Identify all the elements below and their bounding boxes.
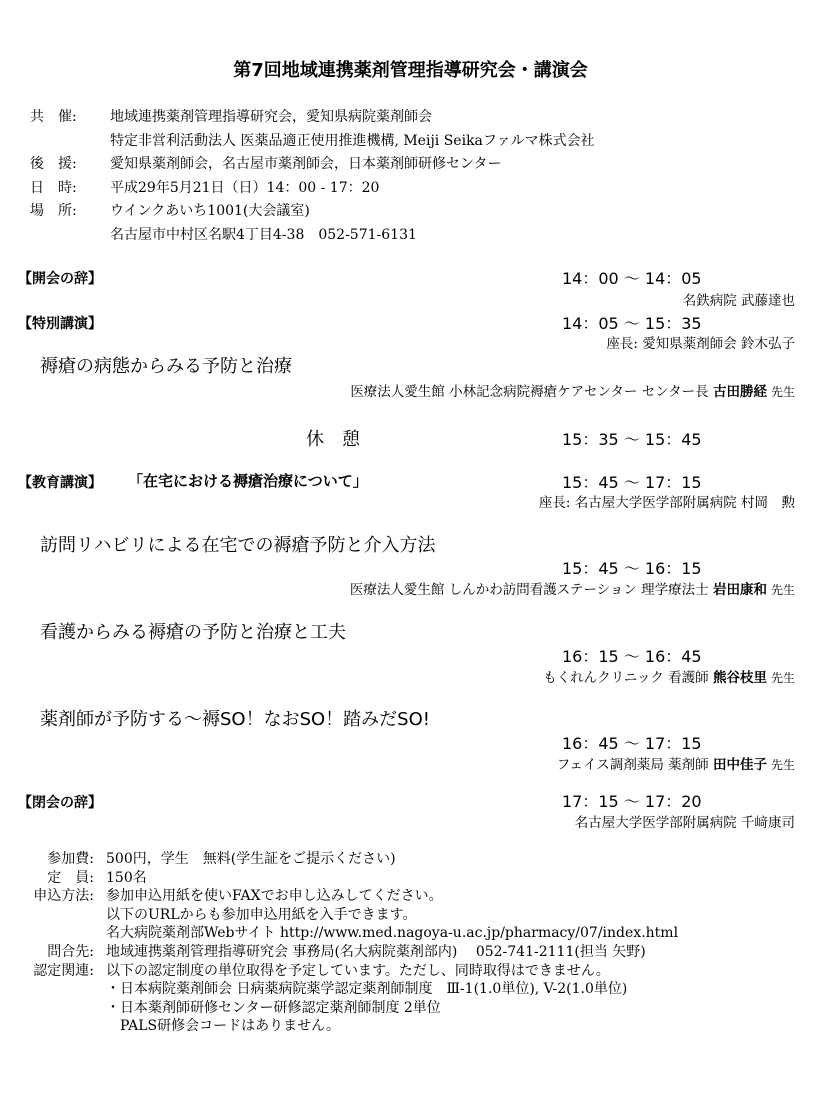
cert-line-3: ・日本薬剤師研修センター研修認定薬剤師制度 2単位 [106, 999, 441, 1016]
talk-1-speaker-line [350, 578, 795, 598]
sponsor-row [30, 106, 595, 130]
sponsor-label: 共 催: [30, 109, 77, 125]
place-line-1: ウインクあいち1001(大会議室) [110, 203, 310, 219]
place-label: 場 所: [30, 203, 77, 219]
talk-1-speaker: 岩田康和 [712, 582, 767, 598]
talk-2-speaker: 熊谷枝里 [712, 670, 767, 686]
date-value: 平成29年5月21日（日）14：00 - 17：20 [110, 179, 380, 196]
closing-time: 17：15 ～ 17：20 [562, 792, 702, 811]
opening-time: 14：00 ～ 14：05 [562, 269, 702, 288]
fee-value: 500円，学生 無料(学生証をご提示ください) [106, 851, 396, 867]
capacity-row [14, 869, 678, 888]
date-label: 日 時: [30, 179, 77, 196]
talk-1-honorific: 先生 [770, 583, 795, 597]
event-info [30, 106, 595, 247]
special-chair: 座長: 愛知県薬剤師会 鈴木弘子 [606, 336, 795, 352]
cert-line-1: 以下の認定制度の単位取得を予定しています。ただし、同時取得はできません。 [106, 962, 610, 979]
special-label: 【特別講演】 [18, 316, 102, 332]
apply-label: 申込方法: [33, 888, 94, 905]
talk-2-honorific: 先生 [770, 671, 795, 685]
education-chair: 座長: 名古屋大学医学部附属病院 村岡 勲 [538, 495, 795, 511]
talk-2-title: 看護からみる褥瘡の予防と治療と工夫 [40, 622, 346, 643]
talk-3-speaker-line [557, 753, 795, 773]
closing-label: 【閉会の辞】 [18, 795, 102, 811]
break-time: 15：35 ～ 15：45 [562, 430, 702, 449]
opening-label: 【開会の辞】 [18, 271, 102, 287]
sponsor-line-2: 特定非営利活動法人 医薬品適正使用推進機構, Meiji Seikaファルマ株式会社 [110, 132, 595, 149]
fee-row [14, 850, 678, 869]
sponsor-line-1: 地域連携薬剤管理指導研究会，愛知県病院薬剤師会 [110, 109, 432, 125]
special-affiliation: 医療法人愛生館 小林記念病院褥瘡ケアセンター センター長 [350, 384, 709, 400]
education-time: 15：45 ～ 17：15 [562, 473, 702, 492]
talk-3-honorific: 先生 [770, 758, 795, 772]
talk-3-title: 薬剤師が予防する～褥SO！なおSO！踏みだSO! [40, 709, 430, 730]
special-time: 14：05 ～ 15：35 [562, 314, 702, 333]
support-row [30, 153, 595, 177]
capacity-value: 150名 [106, 869, 147, 886]
cert-line-4: PALS研修会コードはありません。 [120, 1018, 340, 1035]
footer-info [14, 850, 678, 1036]
cert-line-2: ・日本病院薬剤師会 日病薬病院薬学認定薬剤師制度 Ⅲ-1(1.0単位), V-2(1.0単位) [106, 981, 628, 998]
special-talk-title: 褥瘡の病態からみる予防と治療 [40, 356, 292, 377]
talk-3-speaker: 田中佳子 [712, 757, 767, 773]
place-row-2 [30, 224, 595, 248]
special-speaker-line [350, 380, 795, 400]
talk-2-time: 16：15 ～ 16：45 [562, 647, 702, 666]
education-title: 「在宅における褥瘡治療について」 [128, 472, 368, 490]
talk-1-affiliation: 医療法人愛生館 しんかわ訪問看護ステーション 理学療法士 [349, 582, 709, 598]
capacity-label: 定 員: [47, 869, 94, 886]
talk-3-time: 16：45 ～ 17：15 [562, 734, 702, 753]
talk-2-affiliation: もくれんクリニック 看護師 [543, 670, 709, 686]
place-row [30, 200, 595, 224]
cert-row [14, 962, 678, 981]
contact-value: 地域連携薬剤管理指導研究会 事務局(名大病院薬剤部内) 052-741-2111(担当 矢野) [106, 943, 646, 960]
fee-label: 参加費: [47, 851, 94, 867]
special-honorific: 先生 [770, 385, 795, 399]
contact-row [14, 943, 678, 962]
contact-label: 問合先: [47, 943, 94, 960]
talk-1-title: 訪問リハビリによる在宅での褥瘡予防と介入方法 [40, 535, 436, 556]
break-label: 休憩 [306, 429, 378, 450]
special-speaker: 古田勝経 [712, 384, 767, 400]
opening-person: 名鉄病院 武藤達也 [682, 293, 795, 309]
apply-line-2: 以下のURLからも参加申込用紙を入手できます。 [106, 906, 417, 923]
sponsor-row-2 [30, 130, 595, 154]
apply-line-1: 参加申込用紙を使いFAXでお申し込みしてください。 [106, 888, 443, 905]
page-title: 第7回地域連携薬剤管理指導研究会・講演会 [233, 60, 588, 81]
education-label: 【教育講演】 [18, 475, 102, 491]
closing-person: 名古屋大学医学部附属病院 千﨑康司 [574, 815, 795, 831]
support-label: 後 援: [30, 156, 77, 172]
talk-2-speaker-line [543, 666, 795, 686]
apply-line-3: 名大病院薬剤部Webサイト http://www.med.nagoya-u.ac.jp/pharmacy/07/index.html [106, 925, 679, 942]
talk-1-time: 15：45 ～ 16：15 [562, 559, 702, 578]
apply-row [14, 887, 678, 906]
cert-label: 認定関連: [33, 962, 94, 979]
place-line-2: 名古屋市中村区名駅4丁目4-38 052-571-6131 [110, 226, 417, 243]
talk-3-affiliation: フェイス調剤薬局 薬剤師 [556, 757, 709, 773]
support-value: 愛知県薬剤師会，名古屋市薬剤師会，日本薬剤師研修センター [110, 156, 502, 172]
date-row [30, 177, 595, 201]
